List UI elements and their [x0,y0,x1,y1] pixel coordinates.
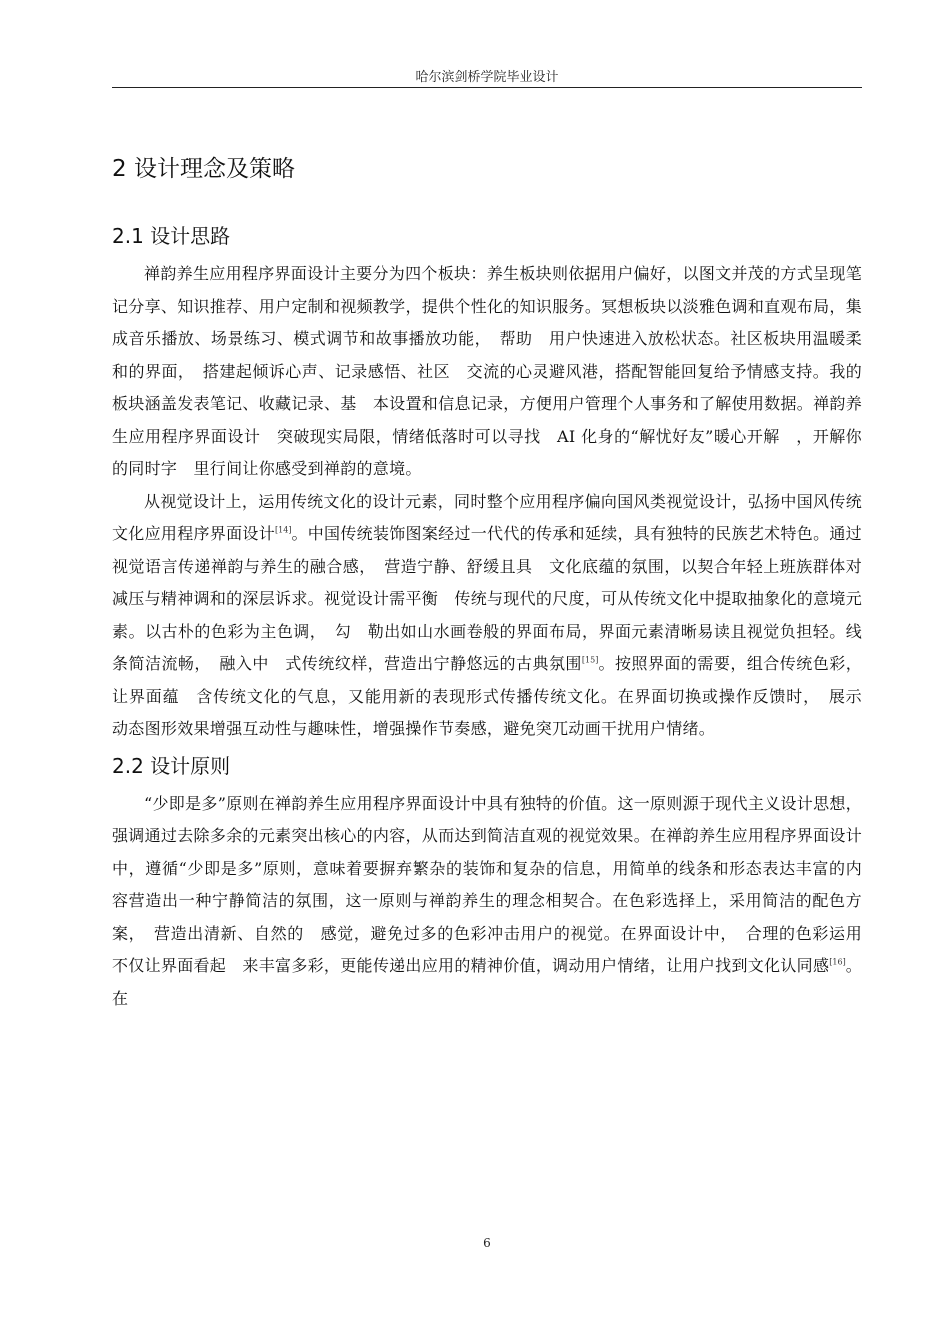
paragraph-design-idea-1 [112,258,862,486]
section-title-2-1: 2.1 设计思路 [112,224,231,248]
citation-14: [14] [275,525,292,535]
paragraph-text: 。在 [112,956,862,1008]
paragraph-design-idea-2 [112,486,879,746]
paragraph-text: 。按照界面的需要，组合传统色彩，让界面蕴 含传统文化的气息，又能用新的表现形式传播传统文化。在界面切换或操作反馈时， 展示 动态图形效果增强互动性与趣味性，增强操作节奏感，避免突兀动画干扰用户情绪。 [112,654,879,738]
header-rule [112,87,862,88]
paragraph-design-principle-1 [112,788,862,1016]
page-body [112,142,879,1015]
paragraph-text: 从视觉设计上，运用传统文化的设计元素，同时整个应用程序偏向国风类视觉设计，弘扬中国风传统文化应用程序界面设计 [112,491,862,543]
citation-15: [15] [581,655,599,665]
page-number: 6 [483,1236,491,1250]
section-title-2-2: 2.2 设计原则 [112,753,231,778]
chapter-title: 2 设计理念及策略 [112,156,295,182]
citation-16: [16] [829,957,846,967]
paragraph-text: 禅韵养生应用程序界面设计主要分为四个板块：养生板块则依据用户偏好，以图文并茂的方式呈现笔记分享、知识推荐、用户定制和视频教学，提供个性化的知识服务。冥想板块以淡雅色调和直观布局，集成音乐播放、场景练习、模式调节和故事播放功能， 帮助 用户快速进入放松状态。社区板块用温暖柔和的界面， 搭建起倾诉心声、记录感悟、社区 交流的心灵避风港，搭配智能回复给予情感支持。我的板块涵盖发表笔记、收藏记录、基 本设置和信息记录，方便用户管理个人事务和了解使用数据。禅韵养生应用程序界面设计 突破现实局限，情绪低落时可以寻找 AI 化身的“解忧好友”暖心开解 ，开解你的同时字 里行间让你感受到禅韵的意境。 [112,264,862,478]
paragraph-text: 。中国传统装饰图案经过一代代的传承和延续，具有独特的民族艺术特色。通过视觉语言传递禅韵与养生的融合感， 营造宁静、舒缓且具 文化底蕴的氛围，以契合年轻上班族群体对减压与精神调和的深层诉求。视觉设计需平衡 传统与现代的尺度，可从传统文化中提取抽象化的意境元素。以古朴的色彩为主色调， 勾 勒出如山水画卷般的界面布局，界面元素清晰易读且视觉负担轻。线条简洁流畅， 融入中 式传统纹样，营造出宁静悠远的古典氛围 [112,524,862,673]
paragraph-text: “少即是多”原则在禅韵养生应用程序界面设计中具有独特的价值。这一原则源于现代主义设计思想，强调通过去除多余的元素突出核心的内容，从而达到简洁直观的视觉效果。在禅韵养生应用程序界面设计中，遵循“少即是多”原则，意味着要摒弃繁杂的装饰和复杂的信息，用简单的线条和形态表达丰富的内容营造出一种宁静简洁的氛围，这一原则与禅韵养生的理念相契合。在色彩选择上，采用简洁的配色方案， 营造出清新、自然的 感觉，避免过多的色彩冲击用户的视觉。在界面设计中， 合理的色彩运用不仅让界面看起 来丰富多彩，更能传递出应用的精神价值，调动用户情绪，让用户找到文化认同感 [112,793,862,975]
running-header: 哈尔滨剑桥学院毕业设计 [415,70,559,85]
